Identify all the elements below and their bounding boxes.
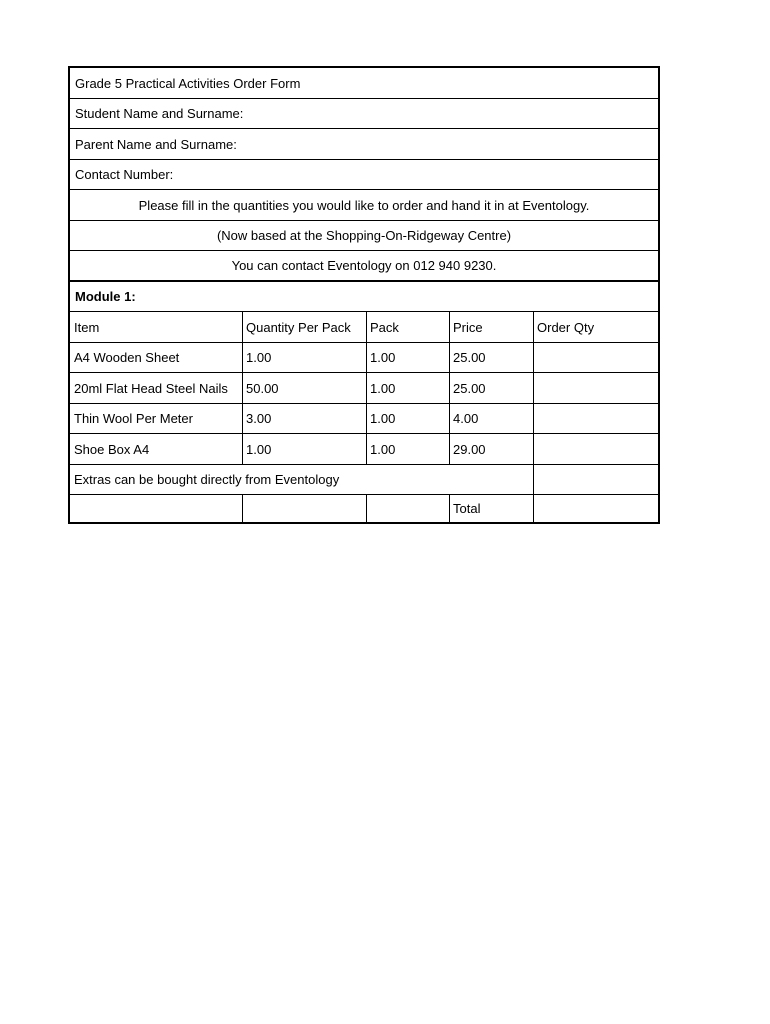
order-qty-input[interactable] xyxy=(533,373,658,403)
header-pack: Pack xyxy=(370,319,399,335)
price-cell: 25.00 xyxy=(453,350,486,365)
contact-number-row[interactable] xyxy=(70,160,658,190)
parent-name-label: Parent Name and Surname: xyxy=(75,136,237,152)
module-title: Module 1: xyxy=(75,289,136,304)
parent-name-row[interactable] xyxy=(70,129,658,160)
student-name-label: Student Name and Surname: xyxy=(75,106,244,121)
title-row xyxy=(70,68,658,99)
form-title: Grade 5 Practical Activities Order Form xyxy=(75,75,301,91)
table-row xyxy=(70,343,658,373)
header-price: Price xyxy=(453,319,483,335)
header-item: Item xyxy=(74,319,100,335)
header-order-qty: Order Qty xyxy=(537,319,595,335)
order-qty-input[interactable] xyxy=(533,434,658,464)
quantity-per-pack-cell: 3.00 xyxy=(246,411,272,426)
order-form xyxy=(68,66,660,524)
pack-cell: 1.00 xyxy=(370,411,396,426)
total-value-cell[interactable] xyxy=(533,495,658,522)
total-row xyxy=(70,495,658,522)
contact-note-row xyxy=(70,251,658,282)
instruction-row xyxy=(70,190,658,221)
item-cell: Thin Wool Per Meter xyxy=(74,411,193,426)
pack-cell: 1.00 xyxy=(370,350,396,365)
table-header-row xyxy=(70,312,658,343)
extras-row xyxy=(70,465,658,495)
price-cell: 29.00 xyxy=(453,441,486,457)
total-row-empty-cell xyxy=(366,495,449,522)
quantity-per-pack-cell: 1.00 xyxy=(246,441,272,457)
location-row xyxy=(70,221,658,251)
total-row-empty-cell xyxy=(70,495,242,522)
price-cell: 4.00 xyxy=(453,411,479,426)
header-quantity-per-pack: Quantity Per Pack xyxy=(246,319,351,335)
table-row xyxy=(70,404,658,434)
quantity-per-pack-cell: 1.00 xyxy=(246,350,272,365)
instruction-text: Please fill in the quantities you would like to order and hand it in at Eventology. xyxy=(138,197,590,213)
order-qty-input[interactable] xyxy=(533,343,658,372)
item-cell: A4 Wooden Sheet xyxy=(74,350,180,365)
extras-order-qty-input[interactable] xyxy=(533,465,658,494)
price-cell: 25.00 xyxy=(453,380,486,396)
student-name-row[interactable] xyxy=(70,99,658,129)
total-row-empty-cell xyxy=(242,495,366,522)
contact-number-label: Contact Number: xyxy=(75,167,174,182)
quantity-per-pack-cell: 50.00 xyxy=(246,380,279,396)
location-note: (Now based at the Shopping-On-Ridgeway Centre) xyxy=(216,228,512,243)
item-cell: Shoe Box A4 xyxy=(74,441,150,457)
table-row xyxy=(70,434,658,465)
table-row xyxy=(70,373,658,404)
pack-cell: 1.00 xyxy=(370,441,396,457)
pack-cell: 1.00 xyxy=(370,380,396,396)
order-qty-input[interactable] xyxy=(533,404,658,433)
total-label: Total xyxy=(453,501,481,516)
extras-note: Extras can be bought directly from Eventology xyxy=(74,472,340,487)
contact-note: You can contact Eventology on 012 940 9230. xyxy=(231,258,497,273)
module-row xyxy=(70,282,658,312)
item-cell: 20ml Flat Head Steel Nails xyxy=(74,380,228,396)
